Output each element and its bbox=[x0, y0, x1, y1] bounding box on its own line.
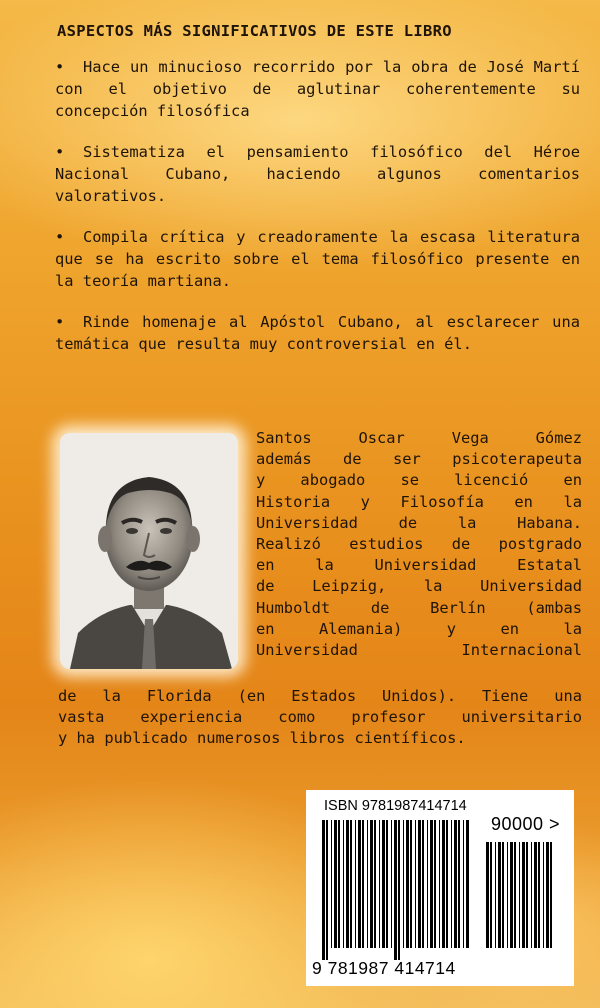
barcode-bar bbox=[367, 820, 368, 948]
barcode-digits: 9 781987 414714 bbox=[312, 958, 456, 978]
barcode-bar bbox=[458, 820, 460, 948]
bio-line: de Leipzig, la Universidad bbox=[256, 577, 582, 596]
barcode-bar bbox=[439, 820, 440, 948]
barcode-bar bbox=[346, 820, 349, 948]
barcode-bar bbox=[326, 820, 328, 960]
bullet-text: Hace un minucioso recorrido por la obra de José Martí con el objetivo de aglutinar coherentemente su concepción filosófica bbox=[55, 58, 580, 120]
barcode-bar bbox=[334, 820, 337, 948]
barcode-bar bbox=[403, 820, 404, 948]
bullet-text: Sistematiza el pensamiento filosófico del Héroe Nacional Cubano, haciendo algunos comentarios valorativos. bbox=[55, 143, 580, 205]
barcode-bar bbox=[466, 820, 469, 948]
barcode-bar bbox=[531, 842, 532, 948]
author-portrait-icon bbox=[60, 433, 238, 669]
barcode-bar bbox=[362, 820, 364, 948]
bullet-icon: • bbox=[55, 313, 65, 331]
bullet-text: Compila crítica y creadoramente la escasa literatura que se ha escrito sobre el tema filosófico presente en la teoría martiana. bbox=[55, 228, 580, 290]
barcode-bar bbox=[451, 820, 452, 948]
bio-line: Universidad de la Habana. bbox=[256, 513, 582, 532]
price-code: 90000 > bbox=[491, 814, 561, 834]
bio-line: y abogado se licenció en bbox=[256, 471, 582, 490]
author-photo bbox=[60, 433, 238, 669]
barcode-bar bbox=[486, 842, 489, 948]
barcode-bar bbox=[418, 820, 421, 948]
bio-line: Universidad Internacional bbox=[256, 641, 582, 660]
barcode-bar bbox=[430, 820, 433, 948]
isbn-label: ISBN 9781987414714 bbox=[324, 798, 467, 814]
barcode-bar bbox=[507, 842, 508, 948]
barcode-bar bbox=[391, 820, 392, 948]
barcode-bar bbox=[379, 820, 380, 948]
bio-line: en Alemania) y en la bbox=[256, 619, 582, 638]
barcode-bar bbox=[358, 820, 361, 948]
bio-line: en la Universidad Estatal bbox=[256, 556, 582, 575]
barcode-bar bbox=[454, 820, 457, 948]
barcode-bar bbox=[410, 820, 412, 948]
bio-line: vasta experiencia como profesor universitario bbox=[58, 708, 582, 727]
bio-line: Historia y Filosofía en la bbox=[256, 492, 582, 511]
barcode-bar bbox=[446, 820, 448, 948]
barcode-bar bbox=[350, 820, 352, 948]
bullet-list bbox=[55, 56, 580, 374]
addon-barcode-icon bbox=[486, 842, 556, 960]
section-heading: ASPECTOS MÁS SIGNIFICATIVOS DE ESTE LIBRO bbox=[57, 22, 452, 40]
bio-line: Santos Oscar Vega Gómez bbox=[256, 429, 582, 447]
barcode-bar bbox=[543, 842, 544, 948]
barcode-bar bbox=[355, 820, 356, 948]
barcode-bar bbox=[374, 820, 376, 948]
barcode-bar bbox=[370, 820, 373, 948]
barcode-bar bbox=[498, 842, 501, 948]
barcode-bar bbox=[331, 820, 332, 948]
isbn-barcode bbox=[306, 790, 574, 986]
barcode-bar bbox=[514, 842, 516, 948]
bio-line: de la Florida (en Estados Unidos). Tiene una bbox=[58, 687, 582, 705]
bullet-item bbox=[55, 311, 580, 355]
barcode-bar bbox=[495, 842, 496, 948]
barcode-bar bbox=[343, 820, 344, 948]
bullet-text: Rinde homenaje al Apóstol Cubano, al esclarecer una temática que resulta muy controversial en él. bbox=[55, 313, 580, 353]
barcode-bar bbox=[510, 842, 513, 948]
bullet-item bbox=[55, 56, 580, 122]
barcode-bar bbox=[538, 842, 540, 948]
author-bio-right bbox=[256, 428, 582, 661]
barcode-bar bbox=[422, 820, 424, 948]
author-bio-bottom bbox=[58, 686, 582, 750]
bio-line: y ha publicado numerosos libros científicos. bbox=[58, 729, 466, 748]
barcode-bar bbox=[463, 820, 464, 948]
barcode-bar bbox=[522, 842, 525, 948]
barcode-bar bbox=[550, 842, 552, 948]
barcode-bar bbox=[382, 820, 385, 948]
bullet-item bbox=[55, 141, 580, 207]
barcode-bar bbox=[502, 842, 504, 948]
bullet-icon: • bbox=[55, 58, 65, 76]
barcode-bar bbox=[546, 842, 549, 948]
barcode-bar bbox=[394, 820, 397, 960]
barcode-bar bbox=[406, 820, 409, 948]
barcode-bar bbox=[526, 842, 528, 948]
barcode-bar bbox=[534, 842, 537, 948]
bullet-item bbox=[55, 226, 580, 292]
barcode-bar bbox=[386, 820, 388, 948]
bio-line: además de ser psicoterapeuta bbox=[256, 450, 582, 469]
barcode-bar bbox=[415, 820, 416, 948]
ean13-barcode-icon bbox=[322, 820, 472, 960]
barcode-bar bbox=[338, 820, 340, 948]
barcode-bar bbox=[322, 820, 325, 960]
barcode-bar bbox=[490, 842, 492, 948]
bio-line: Humboldt de Berlín (ambas bbox=[256, 598, 582, 617]
bio-line: Realizó estudios de postgrado bbox=[256, 535, 582, 554]
bullet-icon: • bbox=[55, 143, 65, 161]
barcode-bar bbox=[427, 820, 428, 948]
barcode-bar bbox=[398, 820, 400, 960]
barcode-bar bbox=[434, 820, 436, 948]
barcode-bar bbox=[442, 820, 445, 948]
barcode-bar bbox=[519, 842, 520, 948]
bullet-icon: • bbox=[55, 228, 65, 246]
